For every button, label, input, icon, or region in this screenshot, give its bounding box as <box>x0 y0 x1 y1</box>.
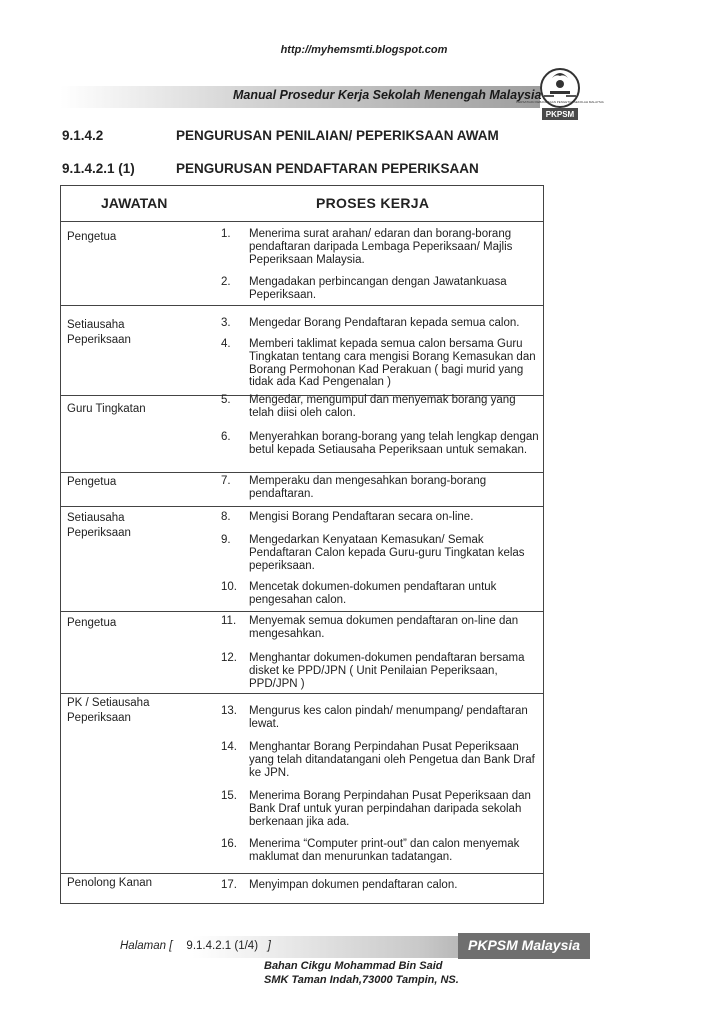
step-text: Memberi taklimat kepada semua calon bersama Guru Tingkatan tentang cara mengisi Borang Kemasukan dan Borang Permohonan Kad Perakuan ( bagi murid yang tidak ada Kad Pengenalan ) <box>249 338 536 389</box>
step-text: Menyemak semua dokumen pendaftaran on-line dan mengesahkan. <box>249 615 519 640</box>
section-code: 9.1.4.2.1 (1) <box>62 161 135 176</box>
header-jawatan: JAWATAN <box>101 195 168 211</box>
row-divider <box>61 472 543 473</box>
footer-brand: PKPSM Malaysia <box>468 937 581 953</box>
step-number: 14. <box>221 741 237 753</box>
step-number: 15. <box>221 790 237 802</box>
process-step <box>221 581 539 607</box>
step-text: Mengedar, mengumpul dan menyemak borang yang telah diisi oleh calon. <box>249 394 516 419</box>
step-text: Menghantar dokumen-dokumen pendaftaran bersama disket ke PPD/JPN ( Unit Penilaian Peperiksaan, PPD/JPN ) <box>249 652 525 690</box>
process-step <box>221 511 539 524</box>
step-number: 11. <box>221 615 237 627</box>
page-number: 9.1.4.2.1 (1/4) <box>186 940 259 952</box>
step-text: Mengedarkan Kenyataan Kemasukan/ Semak Pendaftaran Calon kepada Guru-guru Tingkatan kelas peperiksaan. <box>249 534 525 572</box>
pkpsm-emblem-icon <box>516 64 604 126</box>
section-heading-1 <box>62 128 499 143</box>
step-number: 9. <box>221 534 231 546</box>
role-cell: Setiausaha Peperiksaan <box>67 319 131 346</box>
row-divider <box>61 611 543 612</box>
process-step <box>221 431 539 457</box>
step-number: 17. <box>221 879 237 891</box>
step-text: Mencetak dokumen-dokumen pendaftaran untuk pengesahan calon. <box>249 581 497 606</box>
step-text: Menyerahkan borang-borang yang telah lengkap dengan betul kepada Setiausaha Peperiksaan untuk semakan. <box>249 431 539 456</box>
process-step <box>221 475 539 501</box>
page-label: Halaman [ <box>120 940 173 952</box>
process-step <box>221 741 539 779</box>
step-number: 3. <box>221 317 231 329</box>
step-number: 7. <box>221 475 231 487</box>
section-title: PENGURUSAN PENDAFTARAN PEPERIKSAAN <box>176 161 479 176</box>
process-step <box>221 276 539 302</box>
step-text: Mengadakan perbincangan dengan Jawatankuasa Peperiksaan. <box>249 276 507 301</box>
step-text: Menerima Borang Perpindahan Pusat Peperiksaan dan Bank Draf untuk yuran perpindahan daripada sekolah berkenaan jika ada. <box>249 790 531 828</box>
process-step <box>221 705 539 731</box>
process-step <box>221 838 539 864</box>
process-step <box>221 652 539 690</box>
process-step <box>221 615 539 641</box>
header-proses-kerja: PROSES KERJA <box>316 195 430 211</box>
step-number: 8. <box>221 511 231 523</box>
step-number: 12. <box>221 652 237 664</box>
step-number: 16. <box>221 838 237 850</box>
page-indicator <box>120 940 271 952</box>
process-step <box>221 790 539 828</box>
step-number: 6. <box>221 431 231 443</box>
row-divider <box>61 873 543 874</box>
header-url: http://myhemsmti.blogspot.com <box>280 44 448 56</box>
manual-title: Manual Prosedur Kerja Sekolah Menengah Malaysia <box>233 88 542 102</box>
table-header-row <box>61 186 543 222</box>
step-text: Memperaku dan mengesahkan borang-borang pendaftaran. <box>249 475 487 500</box>
emblem-small-label: PERSATUAN KEBANGSAAN PENGETUA SEKOLAH MALAYSIA <box>516 100 604 104</box>
process-step <box>221 534 539 572</box>
role-cell: Guru Tingkatan <box>67 403 146 415</box>
step-text: Menerima surat arahan/ edaran dan borang-borang pendaftaran daripada Lembaga Peperiksaan/ Majlis Peperiksaan Malaysia. <box>249 228 513 266</box>
step-text: Mengedar Borang Pendaftaran kepada semua calon. <box>249 317 520 329</box>
role-cell: Pengetua <box>67 617 117 629</box>
step-text: Mengisi Borang Pendaftaran secara on-line. <box>249 511 474 523</box>
step-text: Mengurus kes calon pindah/ menumpang/ pendaftaran lewat. <box>249 705 528 730</box>
emblem-label: PKPSM <box>545 110 575 119</box>
section-code: 9.1.4.2 <box>62 128 104 143</box>
step-number: 13. <box>221 705 237 717</box>
process-step <box>221 394 539 420</box>
process-table <box>60 185 544 904</box>
process-step <box>221 317 539 330</box>
role-cell: PK / Setiausaha Peperiksaan <box>67 697 150 724</box>
role-cell: Setiausaha Peperiksaan <box>67 512 131 539</box>
step-text: Menghantar Borang Perpindahan Pusat Peperiksaan yang telah ditandatangani oleh Pengetua dan Bank Draf ke JPN. <box>249 741 535 779</box>
process-step <box>221 338 539 389</box>
row-divider <box>61 693 543 694</box>
step-text: Menyimpan dokumen pendaftaran calon. <box>249 879 458 891</box>
page-close: ] <box>267 940 271 952</box>
step-number: 5. <box>221 394 231 406</box>
role-cell: Pengetua <box>67 476 117 488</box>
section-heading-2 <box>62 161 479 176</box>
role-cell: Penolong Kanan <box>67 877 153 889</box>
section-title: PENGURUSAN PENILAIAN/ PEPERIKSAAN AWAM <box>176 128 499 143</box>
step-number: 2. <box>221 276 231 288</box>
process-step <box>221 228 539 266</box>
step-number: 1. <box>221 228 231 240</box>
process-step <box>221 879 539 892</box>
credit-school: SMK Taman Indah,73000 Tampin, NS. <box>264 974 459 986</box>
step-number: 4. <box>221 338 231 350</box>
role-cell: Pengetua <box>67 231 117 243</box>
row-divider <box>61 506 543 507</box>
row-divider <box>61 305 543 306</box>
step-number: 10. <box>221 581 237 593</box>
credit-author: Bahan Cikgu Mohammad Bin Said <box>264 960 443 972</box>
step-text: Menerima “Computer print-out” dan calon menyemak maklumat dan menurunkan tadatangan. <box>249 838 520 863</box>
